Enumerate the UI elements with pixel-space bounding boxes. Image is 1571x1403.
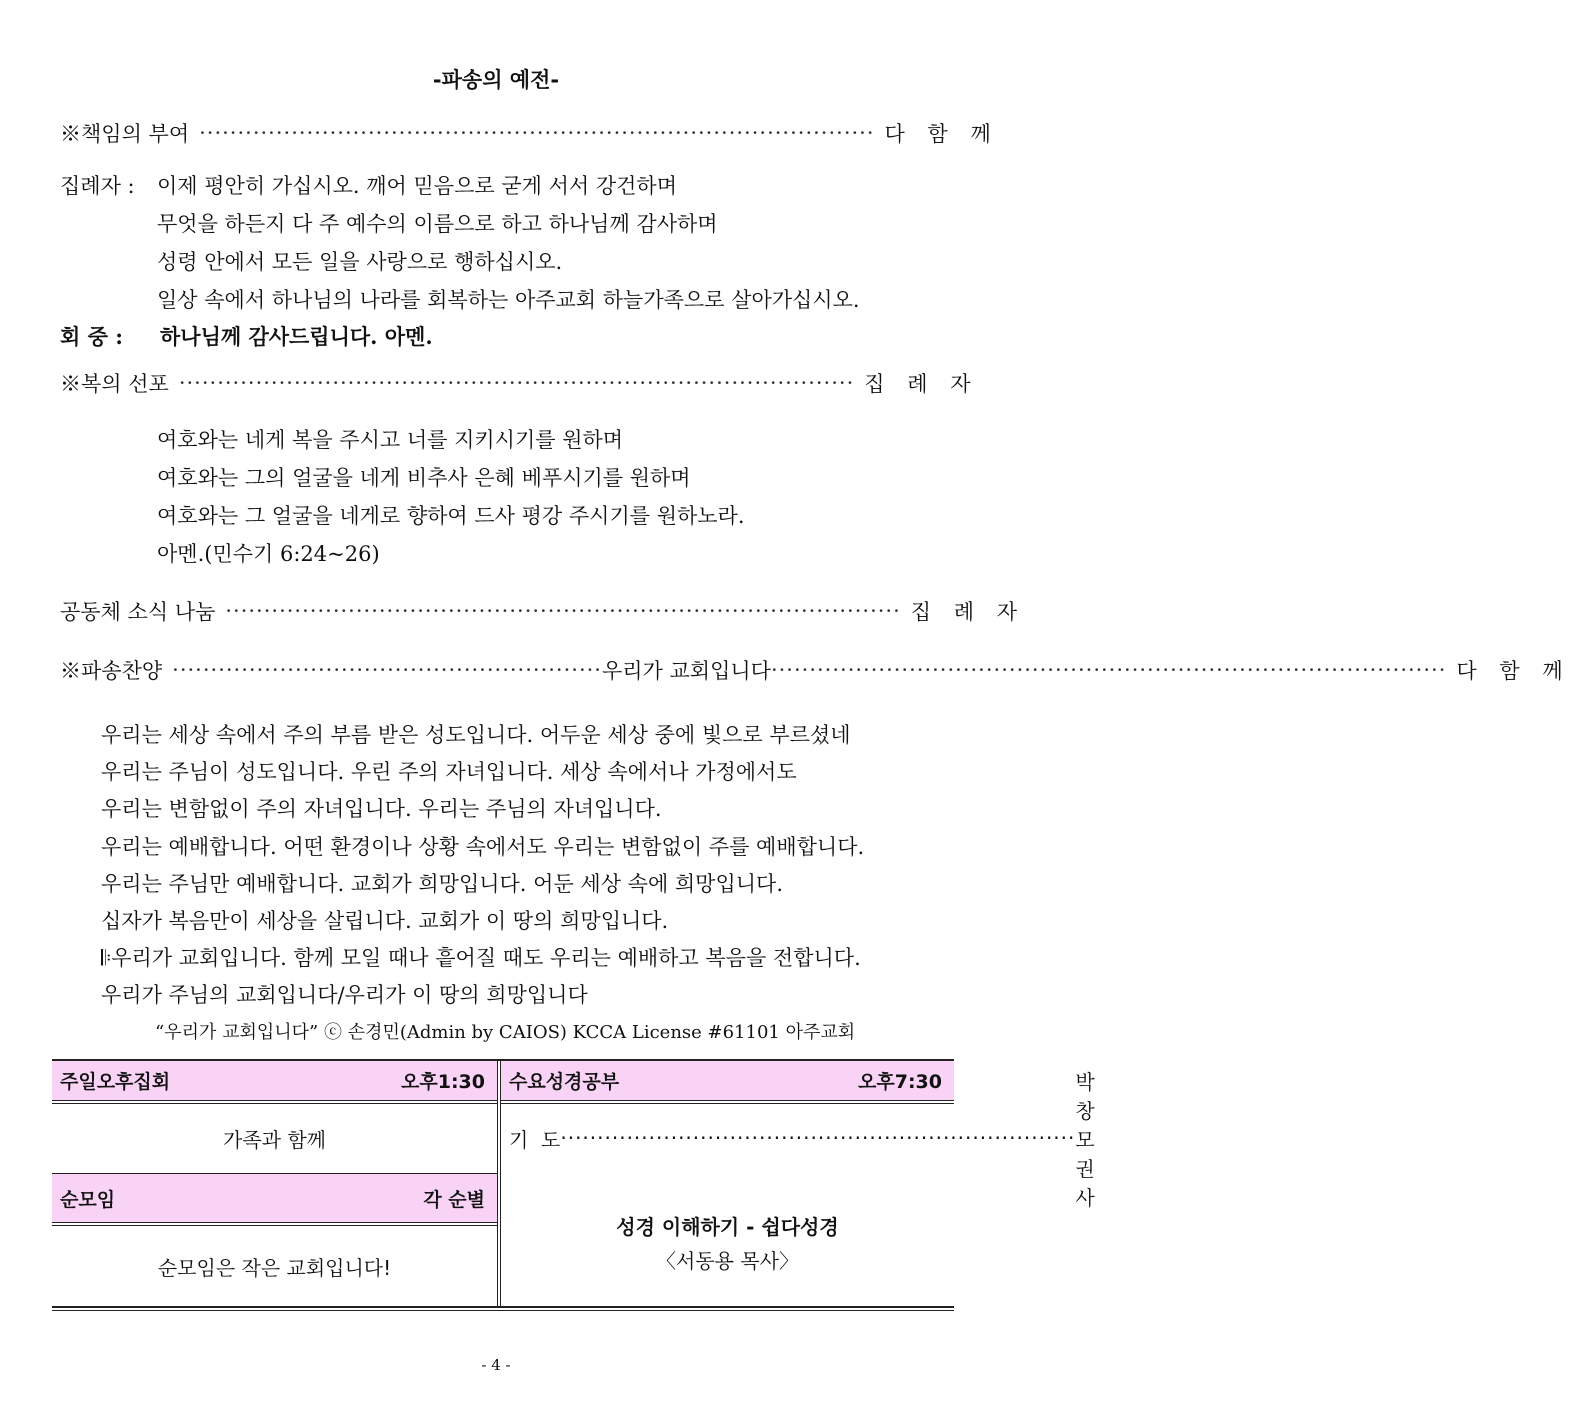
wednesday-header-rule-2 xyxy=(501,1103,954,1104)
leader-dots: ························································································ xyxy=(178,371,855,395)
wednesday-speaker: 〈서동용 목사〉 xyxy=(656,1249,799,1273)
leader-dots: ························································································ xyxy=(199,121,875,145)
lyric-line-1: 우리는 세상 속에서 주의 부름 받은 성도입니다. 어두운 세상 중에 빛으로 부르셨네 xyxy=(101,723,851,747)
leader-dots: ························································································ xyxy=(770,658,1447,682)
leader-dots: ························································································ xyxy=(225,599,901,623)
lyric-line-3: 우리는 변함없이 주의 자녀입니다. 우리는 주님의 자녀입니다. xyxy=(101,797,662,821)
lyric-line-7: 𝄆우리가 교회입니다. 함께 모일 때나 흩어질 때도 우리는 예배하고 복음을 전합니다. xyxy=(101,946,861,970)
sending-hymn-row xyxy=(60,654,1571,686)
wednesday-header xyxy=(501,1061,954,1100)
table-bottom-border xyxy=(52,1306,954,1308)
table-bottom-border-inner xyxy=(52,1310,954,1311)
cell-group-header xyxy=(52,1174,497,1222)
responsibility-label: ※책임의 부여 xyxy=(60,122,190,146)
benediction-line-1: 여호와는 네게 복을 주시고 너를 지키시기를 원하며 xyxy=(157,428,624,452)
wednesday-title: 수요성경공부 xyxy=(509,1071,620,1093)
leader-dots: ······································································ xyxy=(560,1126,1076,1150)
leader-line-4: 일상 속에서 하나님의 나라를 회복하는 아주교회 하늘가족으로 살아가십시오. xyxy=(157,288,860,312)
benediction-line-2: 여호와는 그의 얼굴을 네게 비추사 은혜 베푸시기를 원하며 xyxy=(157,466,691,490)
benediction-label: ※복의 선포 xyxy=(60,372,169,396)
congregation-label: 회 중 : xyxy=(60,324,123,349)
lyric-line-2: 우리는 주님이 성도입니다. 우린 주의 자녀입니다. 세상 속에서나 가정에서도 xyxy=(101,760,797,784)
sending-hymn-who: 다 함 께 xyxy=(1456,659,1571,683)
sunday-header xyxy=(52,1061,497,1100)
sunday-content: 가족과 함께 xyxy=(223,1127,326,1152)
cell-group-right: 각 순별 xyxy=(423,1188,485,1211)
lyric-line-8: 우리가 주님의 교회입니다/우리가 이 땅의 희망입니다 xyxy=(101,983,588,1007)
responsibility-who: 다 함 께 xyxy=(884,122,999,146)
page-number: - 4 - xyxy=(481,1356,511,1374)
copyright-notice: “우리가 교회입니다” ⓒ 손경민(Admin by CAIOS) KCCA License #61101 아주교회 xyxy=(155,1022,856,1043)
news-who: 집 례 자 xyxy=(910,600,1026,624)
wednesday-header-rule xyxy=(501,1100,954,1101)
lyric-line-6: 십자가 복음만이 세상을 살립니다. 교회가 이 땅의 희망입니다. xyxy=(101,909,669,933)
responsibility-row xyxy=(60,117,999,149)
leader-label: 집례자 : xyxy=(60,174,135,198)
congregation-response: 하나님께 감사드립니다. 아멘. xyxy=(160,324,433,349)
lyric-line-4: 우리는 예배합니다. 어떤 환경이나 상황 속에서도 우리는 변함없이 주를 예배합니다. xyxy=(101,835,865,859)
schedule-table xyxy=(52,1059,1095,1313)
benediction-line-3: 여호와는 그 얼굴을 네게로 향하여 드사 평강 주시기를 원하노라. xyxy=(157,504,745,528)
wednesday-prayer-who: 박창모 권사 xyxy=(1075,1069,1095,1210)
sunday-header-rule xyxy=(52,1100,497,1101)
leader-line-2: 무엇을 하든지 다 주 예수의 이름으로 하고 하나님께 감사하며 xyxy=(157,212,718,236)
sunday-time: 오후1:30 xyxy=(401,1071,485,1093)
benediction-row xyxy=(60,367,979,399)
benediction-line-4: 아멘.(민수기 6:24~26) xyxy=(157,542,380,566)
cell-group-content: 순모임은 작은 교회입니다! xyxy=(157,1255,392,1280)
leader-line-1: 이제 평안히 가십시오. 깨어 믿음으로 굳게 서서 강건하며 xyxy=(157,174,677,198)
sending-hymn-label: ※파송찬양 xyxy=(60,659,163,683)
table-divider-left xyxy=(497,1059,498,1308)
sunday-title: 주일오후집회 xyxy=(60,1071,171,1093)
wednesday-topic: 성경 이해하기 - 쉽다성경 xyxy=(616,1215,839,1239)
wednesday-time: 오후7:30 xyxy=(858,1071,942,1093)
page-title: -파송의 예전- xyxy=(432,68,560,92)
leader-line-3: 성령 안에서 모든 일을 사랑으로 행하십시오. xyxy=(157,250,563,274)
sending-hymn-song: 우리가 교회입니다 xyxy=(601,659,771,683)
cell-group-title: 순모임 xyxy=(60,1188,116,1211)
benediction-who: 집 례 자 xyxy=(864,372,979,396)
leader-dots: ························································ xyxy=(172,658,602,682)
news-row xyxy=(60,595,1026,627)
cell-header-rule xyxy=(52,1222,497,1223)
news-label: 공동체 소식 나눔 xyxy=(60,600,216,624)
wednesday-prayer-label: 기 도 xyxy=(509,1127,561,1152)
lyric-line-5: 우리는 주님만 예배합니다. 교회가 희망입니다. 어둔 세상 속에 희망입니다. xyxy=(101,872,784,896)
